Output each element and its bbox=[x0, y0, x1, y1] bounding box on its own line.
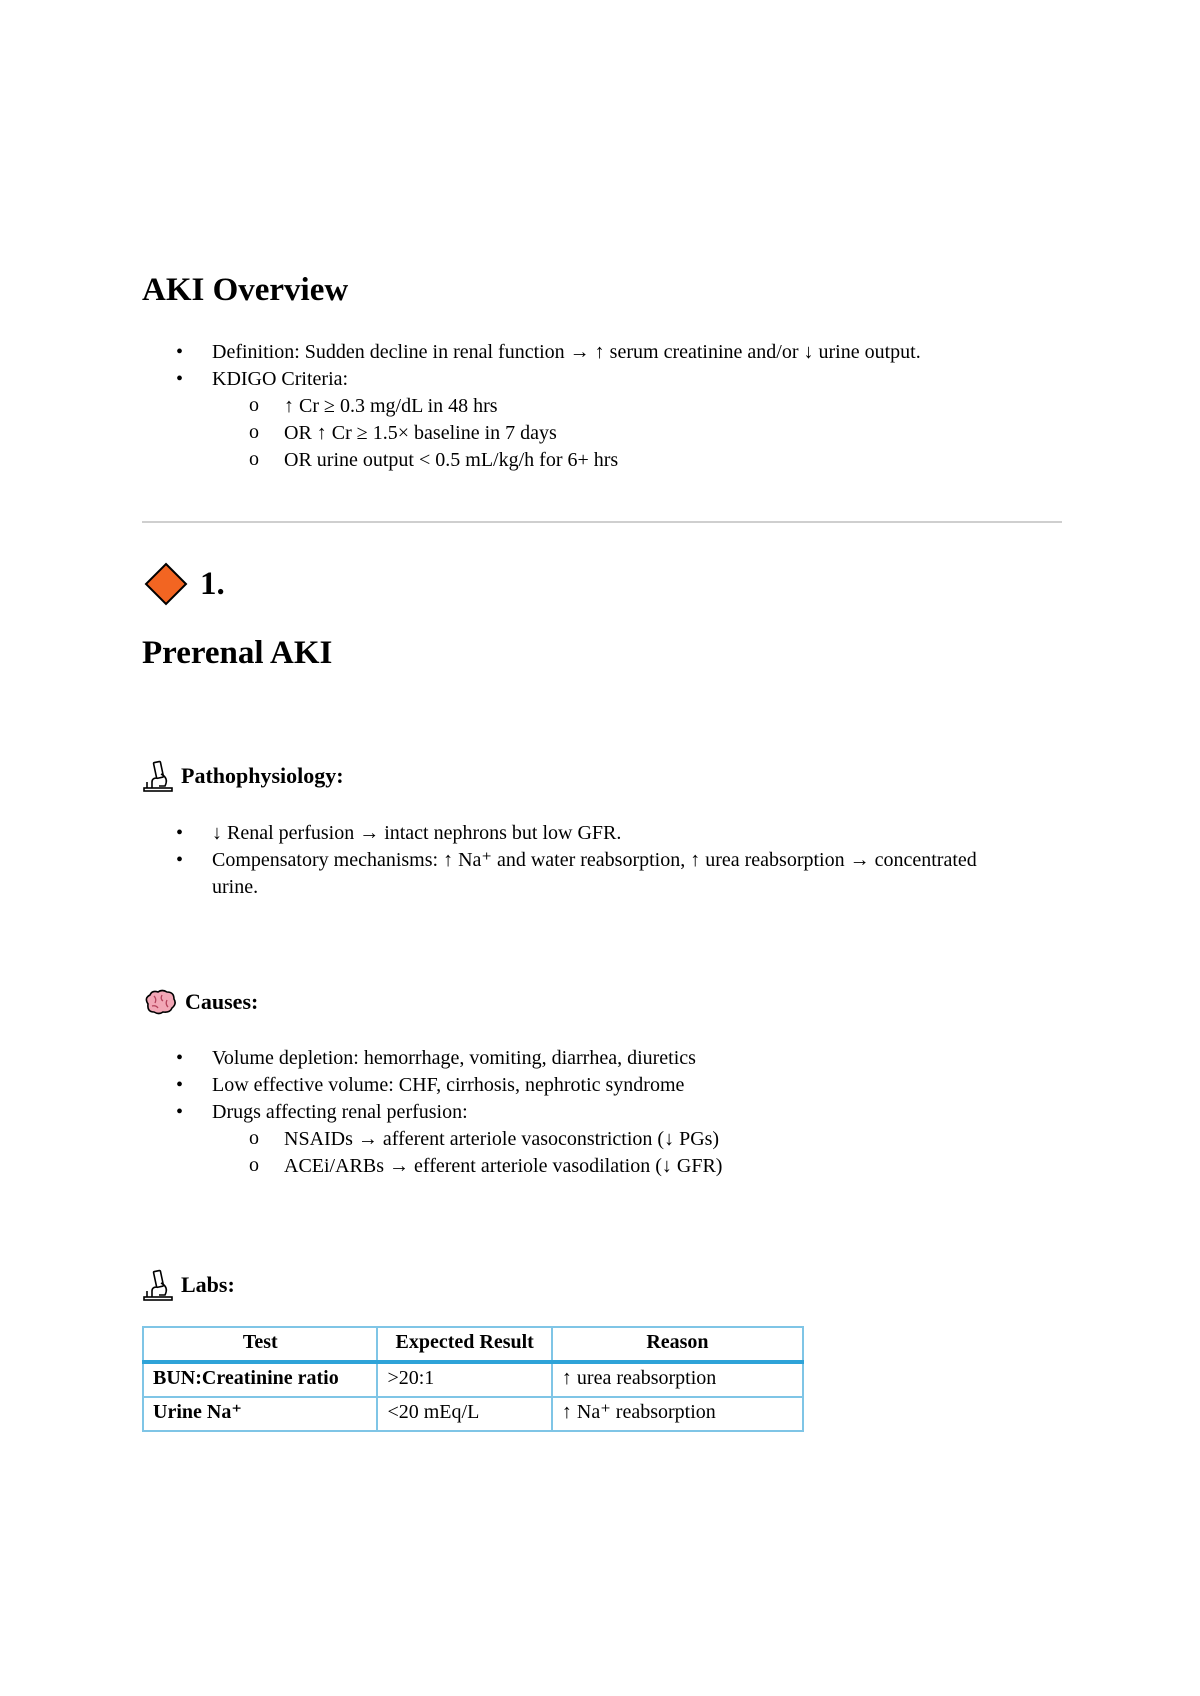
list-item: o OR urine output < 0.5 mL/kg/h for 6+ hrs bbox=[142, 447, 1092, 474]
pathophysiology-heading bbox=[143, 760, 344, 792]
list-item: • Volume depletion: hemorrhage, vomiting, diarrhea, diuretics bbox=[142, 1045, 1042, 1072]
column-header: Test bbox=[143, 1327, 377, 1362]
overview-title: AKI Overview bbox=[142, 272, 349, 308]
causes-heading bbox=[143, 988, 258, 1016]
brain-icon bbox=[143, 988, 177, 1016]
overview-list bbox=[142, 339, 1092, 474]
table-header-row bbox=[143, 1327, 803, 1362]
section-title: Prerenal AKI bbox=[142, 635, 333, 671]
table-cell: <20 mEq/L bbox=[377, 1397, 551, 1431]
horizontal-divider bbox=[142, 521, 1062, 523]
list-item: o ↑ Cr ≥ 0.3 mg/dL in 48 hrs bbox=[142, 393, 1092, 420]
table-cell: >20:1 bbox=[377, 1362, 551, 1397]
list-item: o NSAIDs → afferent arteriole vasoconstriction (↓ PGs) bbox=[142, 1126, 1042, 1153]
section-number: 1. bbox=[200, 565, 225, 602]
column-header: Reason bbox=[552, 1327, 803, 1362]
labs-label: Labs: bbox=[181, 1272, 235, 1297]
pathophysiology-list bbox=[142, 820, 1012, 901]
causes-list bbox=[142, 1045, 1042, 1180]
table-row bbox=[143, 1362, 803, 1397]
table-cell: ↑ Na⁺ reabsorption bbox=[552, 1397, 803, 1431]
section-number-heading bbox=[144, 562, 225, 606]
list-item: • Compensatory mechanisms: ↑ Na⁺ and water reabsorption, ↑ urea reabsorption → concentrated urine. bbox=[142, 847, 1012, 901]
list-item: o OR ↑ Cr ≥ 1.5× baseline in 7 days bbox=[142, 420, 1092, 447]
labs-table bbox=[142, 1326, 804, 1432]
list-item: • Low effective volume: CHF, cirrhosis, nephrotic syndrome bbox=[142, 1072, 1042, 1099]
microscope-icon bbox=[143, 760, 173, 792]
column-header: Expected Result bbox=[377, 1327, 551, 1362]
list-item: • ↓ Renal perfusion → intact nephrons but low GFR. bbox=[142, 820, 1012, 847]
table-row bbox=[143, 1397, 803, 1431]
pathophysiology-label: Pathophysiology: bbox=[181, 763, 344, 788]
list-item: • Definition: Sudden decline in renal function → ↑ serum creatinine and/or ↓ urine output. bbox=[142, 339, 1092, 366]
table-cell: ↑ urea reabsorption bbox=[552, 1362, 803, 1397]
table-cell: Urine Na⁺ bbox=[143, 1397, 377, 1431]
list-item: o ACEi/ARBs → efferent arteriole vasodilation (↓ GFR) bbox=[142, 1153, 1042, 1180]
orange-diamond-icon bbox=[144, 562, 188, 606]
labs-heading bbox=[143, 1269, 235, 1301]
list-item: • Drugs affecting renal perfusion: bbox=[142, 1099, 1042, 1126]
microscope-icon bbox=[143, 1269, 173, 1301]
table-cell: BUN:Creatinine ratio bbox=[143, 1362, 377, 1397]
list-item: • KDIGO Criteria: bbox=[142, 366, 1092, 393]
causes-label: Causes: bbox=[185, 989, 259, 1014]
